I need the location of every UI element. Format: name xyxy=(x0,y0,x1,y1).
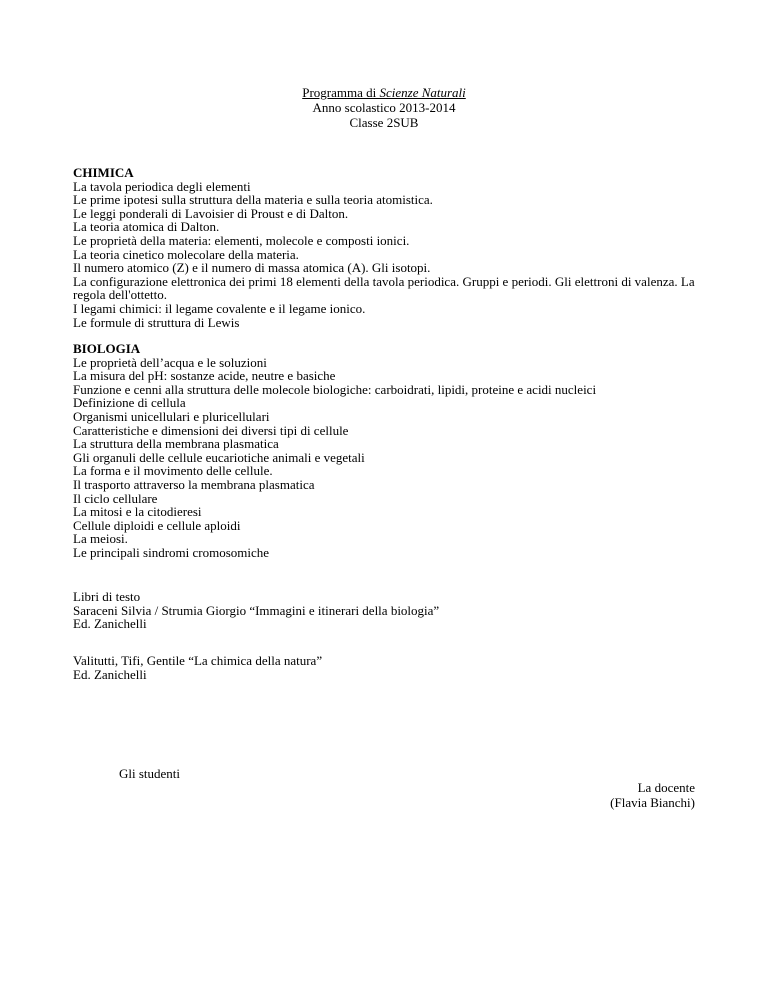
biologia-item: La meiosi. xyxy=(73,531,128,547)
chimica-item: La teoria atomica di Dalton. xyxy=(73,219,220,235)
biologia-item: La mitosi e la citodieresi xyxy=(73,504,202,520)
biologia-item: Organismi unicellulari e pluricellulari xyxy=(73,408,270,424)
chimica-section xyxy=(73,166,703,329)
school-year: Anno scolastico 2013-2014 xyxy=(312,100,456,115)
biologia-item: Le principali sindromi cromosomiche xyxy=(73,544,270,560)
teacher-name: (Flavia Bianchi) xyxy=(610,795,695,810)
biologia-item: Definizione di cellula xyxy=(73,395,186,411)
biologia-heading: BIOLOGIA xyxy=(73,341,141,356)
chimica-item: La tavola periodica degli elementi xyxy=(73,178,251,194)
chimica-item: La configurazione elettronica dei primi 18 elementi della tavola periodica. Gruppi e periodi. Gli elettroni di valenza. La regola dell'ottetto. xyxy=(73,273,695,303)
textbooks-section xyxy=(73,590,703,631)
chimica-item: Le leggi ponderali di Lavoisier di Proust e di Dalton. xyxy=(73,205,349,221)
students-signature: Gli studenti xyxy=(119,766,181,781)
textbooks-heading: Libri di testo xyxy=(73,589,141,604)
program-title xyxy=(0,85,768,100)
biologia-item: La struttura della membrana plasmatica xyxy=(73,436,279,452)
textbook-1-publisher: Ed. Zanichelli xyxy=(73,616,147,632)
teacher-label: La docente xyxy=(637,780,695,795)
biologia-item: Funzione e cenni alla struttura delle molecole biologiche: carboidrati, lipidi, proteine e acidi nucleici xyxy=(73,381,597,397)
biologia-item: Caratteristiche e dimensioni dei diversi tipi di cellule xyxy=(73,422,349,438)
textbook-1-title: Saraceni Silvia / Strumia Giorgio “Immagini e itinerari della biologia” xyxy=(73,602,440,618)
chimica-item: Le prime ipotesi sulla struttura della materia e sulla teoria atomistica. xyxy=(73,192,433,208)
biologia-item: Cellule diploidi e cellule aploidi xyxy=(73,517,241,533)
title-subject: Scienze Naturali xyxy=(379,85,466,100)
chimica-item: Il numero atomico (Z) e il numero di massa atomica (A). Gli isotopi. xyxy=(73,260,431,276)
title-prefix: Programma di xyxy=(302,85,380,100)
chimica-item: Le formule di struttura di Lewis xyxy=(73,314,240,330)
biologia-item: La misura del pH: sostanze acide, neutre e basiche xyxy=(73,368,336,384)
chimica-heading: CHIMICA xyxy=(73,165,134,180)
biologia-item: Le proprietà dell’acqua e le soluzioni xyxy=(73,354,267,370)
textbook-2-title: Valitutti, Tifi, Gentile “La chimica della natura” xyxy=(73,653,323,668)
teacher-signature xyxy=(610,780,695,810)
biologia-item: La forma e il movimento delle cellule. xyxy=(73,463,273,479)
biologia-section xyxy=(73,342,703,560)
textbook-2 xyxy=(73,654,703,681)
biologia-item: Il ciclo cellulare xyxy=(73,490,158,506)
textbook-2-publisher: Ed. Zanichelli xyxy=(73,666,147,682)
class-name: Classe 2SUB xyxy=(349,115,419,130)
chimica-item: I legami chimici: il legame covalente e il legame ionico. xyxy=(73,300,366,316)
biologia-item: Il trasporto attraverso la membrana plasmatica xyxy=(73,476,315,492)
document-header xyxy=(0,85,768,130)
biologia-item: Gli organuli delle cellule eucariotiche animali e vegetali xyxy=(73,449,365,465)
chimica-item: La teoria cinetico molecolare della materia. xyxy=(73,246,299,262)
chimica-item: Le proprietà della materia: elementi, molecole e composti ionici. xyxy=(73,232,410,248)
